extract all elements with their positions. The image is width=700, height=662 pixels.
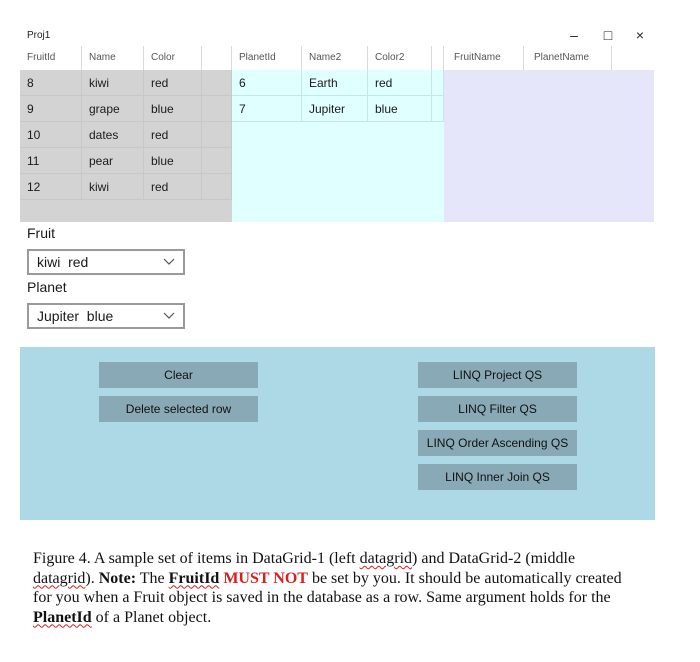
table-cell[interactable]: 12 <box>20 174 82 200</box>
fruit-datagrid[interactable] <box>20 46 232 222</box>
table-row[interactable] <box>20 122 232 148</box>
column-header-fruitname[interactable]: FruitName <box>444 46 524 70</box>
table-row[interactable] <box>232 96 444 122</box>
caption-text: ). <box>85 569 99 587</box>
table-cell[interactable]: Earth <box>302 70 368 96</box>
table-cell-filler <box>432 96 444 122</box>
table-cell-filler <box>202 70 232 96</box>
table-cell[interactable]: 10 <box>20 122 82 148</box>
caption-text: of a Planet object. <box>91 608 212 626</box>
table-cell[interactable]: blue <box>368 96 432 122</box>
clear-button[interactable]: Clear <box>99 362 258 388</box>
caption-text: be set by you. It should be automatically created for you when a Fruit object is saved in the database as a row. Same argument holds for the <box>33 569 622 606</box>
caption-fruitid: FruitId <box>168 569 220 587</box>
planet-label: Planet <box>27 279 67 295</box>
fruit-combobox-value: kiwi red <box>37 254 89 270</box>
table-cell[interactable]: 8 <box>20 70 82 96</box>
linq-filter-button[interactable]: LINQ Filter QS <box>418 396 577 422</box>
table-cell[interactable]: 6 <box>232 70 302 96</box>
caption-text: ) and DataGrid-2 (middle <box>412 550 576 567</box>
close-button[interactable]: × <box>635 27 645 43</box>
column-header-planetid[interactable]: PlanetId <box>232 46 302 70</box>
fruit-label: Fruit <box>27 225 55 241</box>
table-cell[interactable]: pear <box>82 148 144 174</box>
maximize-button[interactable]: □ <box>603 27 613 43</box>
chevron-down-icon <box>163 251 175 281</box>
table-cell-filler <box>432 70 444 96</box>
table-row[interactable] <box>20 96 232 122</box>
table-cell[interactable]: Jupiter <box>302 96 368 122</box>
table-cell[interactable]: kiwi <box>82 70 144 96</box>
caption-text: Figure 4. A sample set of items in DataGrid-1 (left <box>33 550 360 567</box>
column-header-filler <box>612 46 654 70</box>
table-cell-filler <box>202 122 232 148</box>
caption-planetid: PlanetId <box>33 608 92 626</box>
table-cell-filler <box>202 96 232 122</box>
caption-text: datagrid <box>359 550 413 567</box>
column-header-planetname[interactable]: PlanetName <box>524 46 612 70</box>
column-header-color2[interactable]: Color2 <box>368 46 432 70</box>
join-grid-body <box>444 70 654 222</box>
column-header-filler <box>432 46 444 70</box>
table-row[interactable] <box>20 70 232 96</box>
caption-must-not: MUST NOT <box>223 569 308 587</box>
table-cell[interactable]: blue <box>144 96 202 122</box>
fruit-combobox[interactable] <box>27 249 185 275</box>
table-cell[interactable]: red <box>144 122 202 148</box>
linq-project-button[interactable]: LINQ Project QS <box>418 362 577 388</box>
table-cell[interactable]: kiwi <box>82 174 144 200</box>
table-cell[interactable]: 11 <box>20 148 82 174</box>
table-cell[interactable]: 7 <box>232 96 302 122</box>
join-grid-header <box>444 46 654 70</box>
planet-combobox-value: Jupiter blue <box>37 308 114 324</box>
table-cell[interactable]: grape <box>82 96 144 122</box>
table-cell[interactable]: red <box>144 174 202 200</box>
column-header-filler <box>202 46 232 70</box>
caption-text: datagrid <box>33 569 86 587</box>
column-header-color[interactable]: Color <box>144 46 202 70</box>
table-row[interactable] <box>20 148 232 174</box>
delete-selected-row-button[interactable]: Delete selected row <box>99 396 258 422</box>
linq-order-ascending-button[interactable]: LINQ Order Ascending QS <box>418 430 577 456</box>
chevron-down-icon <box>163 305 175 335</box>
table-cell[interactable]: blue <box>144 148 202 174</box>
table-cell[interactable]: 9 <box>20 96 82 122</box>
table-row[interactable] <box>232 70 444 96</box>
column-header-name2[interactable]: Name2 <box>302 46 368 70</box>
caption-text: The <box>136 569 169 587</box>
linq-inner-join-button[interactable]: LINQ Inner Join QS <box>418 464 577 490</box>
minimize-button[interactable]: – <box>570 27 578 43</box>
button-panel <box>20 347 655 520</box>
table-row[interactable] <box>20 174 232 200</box>
planet-grid-header <box>232 46 444 70</box>
table-cell-filler <box>202 148 232 174</box>
column-header-fruitid[interactable]: FruitId <box>20 46 82 70</box>
table-cell-filler <box>202 174 232 200</box>
table-cell[interactable]: red <box>368 70 432 96</box>
caption-note: Note: <box>98 569 137 587</box>
table-cell[interactable]: dates <box>82 122 144 148</box>
planet-grid-body <box>232 70 444 222</box>
fruit-grid-header <box>20 46 232 70</box>
column-header-name[interactable]: Name <box>82 46 144 70</box>
window-title: Proj1 <box>27 30 51 41</box>
join-datagrid[interactable] <box>444 46 654 222</box>
table-cell[interactable]: red <box>144 70 202 96</box>
planet-datagrid[interactable] <box>232 46 444 222</box>
planet-combobox[interactable] <box>27 303 185 329</box>
fruit-grid-body <box>20 70 232 222</box>
figure-caption <box>33 549 633 627</box>
